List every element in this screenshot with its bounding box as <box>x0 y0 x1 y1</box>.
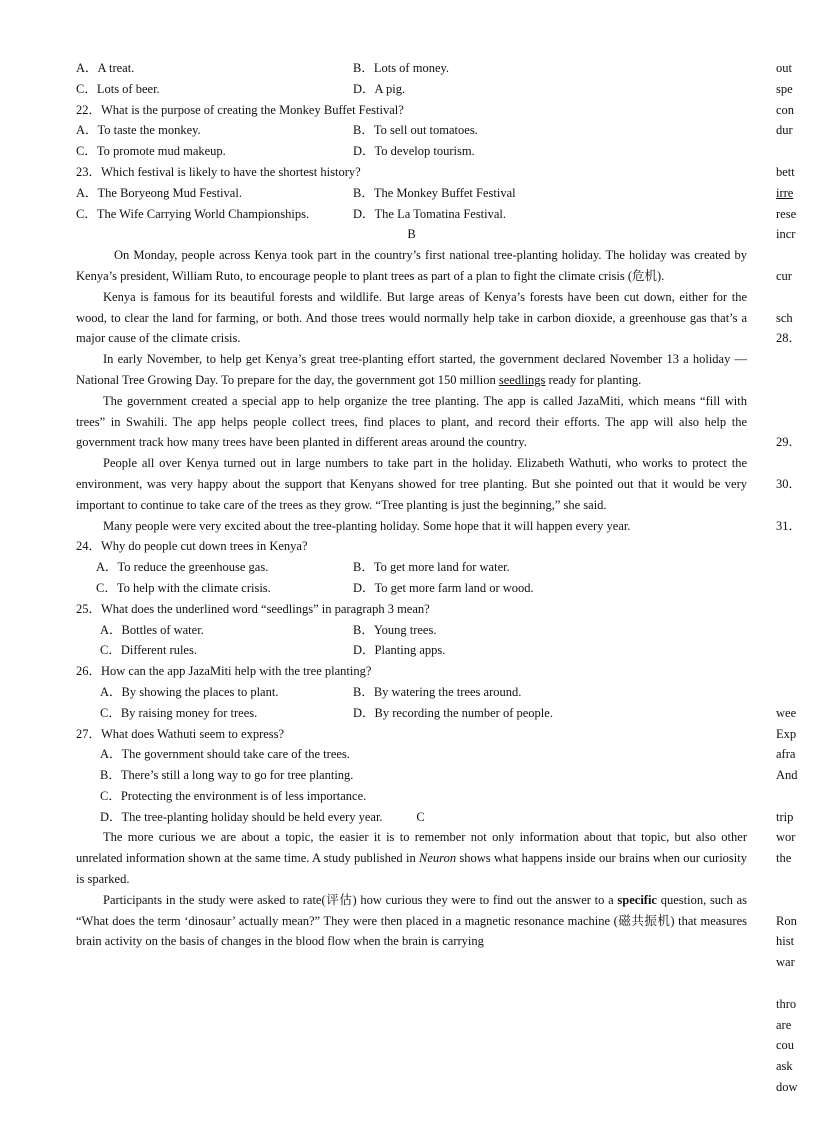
journal-name: Neuron <box>419 851 457 866</box>
q23-options-row2 <box>76 204 747 225</box>
q23-option-a[interactable]: A．The Boryeong Mud Festival. <box>76 185 242 200</box>
q26-option-b[interactable]: B．By watering the trees around. <box>353 684 522 699</box>
q22-option-c[interactable]: C．To promote mud makeup. <box>76 144 226 159</box>
right-column-fragment: cur <box>776 268 792 283</box>
q23-options-row1 <box>76 183 747 204</box>
right-column-fragment: hist <box>776 934 795 949</box>
q21-option-a[interactable]: A．A treat. <box>76 61 135 75</box>
page-main-column <box>76 58 747 952</box>
right-column-fragment: bett <box>776 164 795 179</box>
right-column-fragment <box>776 391 816 412</box>
p3-text-after: ready for planting. <box>545 372 642 387</box>
q25-option-d[interactable]: D．Planting apps. <box>353 643 446 658</box>
right-column-fragment: trip <box>776 809 794 824</box>
right-column-fragment: cou <box>776 1038 795 1053</box>
p3-text-before: In early November, to help get Kenya’s great tree-planting effort started, the government declared November 13 a holiday — National Tree Growing Day. To prepare for the day, the government got 150 million <box>76 352 747 387</box>
q22-options-row1 <box>76 120 747 141</box>
c-p2-a: Participants in the study were asked to rate(评估) how curious they were to find out the answer to a <box>103 892 618 907</box>
q26-options-row1 <box>76 682 747 703</box>
underlined-word-seedlings: seedlings <box>498 372 546 387</box>
question-24: 24．Why do people cut down trees in Kenya? <box>76 539 308 554</box>
section-c-heading: C <box>416 809 425 824</box>
section-b-paragraph-4: The government created a special app to help organize the tree planting. The app is called JazaMiti, which means “fill with trees” in Swahili. The app helps people collect trees, find places to plant, and record their efforts. The app will also help the government track how many trees have been planted in different areas around the country. <box>76 393 747 450</box>
right-column-fragment: the <box>776 851 792 866</box>
right-column-fragment: Exp <box>776 726 797 741</box>
right-column-fragment <box>776 869 816 890</box>
q26-option-d[interactable]: D．By recording the number of people. <box>353 705 553 720</box>
q24-option-d[interactable]: D．To get more farm land or wood. <box>353 580 534 595</box>
bold-word-specific: specific <box>617 892 657 907</box>
c-p2-b: question, such as “What does the term ‘dinosaur’ actually mean?” They were then placed in a magnetic resonance machine (磁共振机) that measures brain activity on the basis of changes in the blood flow when the brain is carrying <box>76 892 748 949</box>
right-column-fragment <box>776 141 816 162</box>
right-column-fragment: rese <box>776 206 797 221</box>
q23-option-d[interactable]: D．The La Tomatina Festival. <box>353 206 507 221</box>
section-b-paragraph-5: People all over Kenya turned out in large numbers to take part in the holiday. Elizabeth Wathuti, who works to protect the environment, was very happy about the support that Kenyans showed for tree planting. But she pointed out that it would be very important to continue to take care of the trees as they grow. “Tree planting is just the beginning,” she said. <box>76 456 747 512</box>
right-column-fragment <box>776 536 816 557</box>
section-c-paragraph-2 <box>76 890 747 952</box>
question-26: 26．How can the app JazaMiti help with the tree planting? <box>76 664 372 679</box>
right-column-fragment: 29． <box>776 435 802 450</box>
right-column-fragment: dur <box>776 123 793 138</box>
question-27: 27．What does Wathuti seem to express? <box>76 726 285 741</box>
q21-options-row1 <box>76 58 747 79</box>
question-25: 25．What does the underlined word “seedlings” in paragraph 3 mean? <box>76 601 430 616</box>
q22-option-d[interactable]: D．To develop tourism. <box>353 144 475 159</box>
right-column-fragment: wor <box>776 830 796 845</box>
right-column-fragment: sch <box>776 310 793 325</box>
question-22: 22．What is the purpose of creating the Monkey Buffet Festival? <box>76 102 404 117</box>
right-column-fragment: thro <box>776 996 797 1011</box>
q24-options-row1 <box>76 557 747 578</box>
right-column-fragment <box>776 412 816 433</box>
q27-option-d[interactable]: D．The tree-planting holiday should be held every year. <box>100 809 383 824</box>
right-column-fragment <box>776 349 816 370</box>
question-23: 23．Which festival is likely to have the shortest history? <box>76 164 361 179</box>
q24-option-a[interactable]: A．To reduce the greenhouse gas. <box>96 560 269 575</box>
right-column-fragment: wee <box>776 705 797 720</box>
right-column-fragment: 30． <box>776 476 802 491</box>
right-column-fragment <box>776 599 816 620</box>
q25-option-b[interactable]: B．Young trees. <box>353 622 437 637</box>
right-column-fragment: ask <box>776 1059 793 1074</box>
right-column-fragment <box>776 287 816 308</box>
section-b-paragraph-2: Kenya is famous for its beautiful forests and wildlife. But large areas of Kenya’s forests have been cut down, either for the wood, to clear the land for farming, or both. And those trees would normally help take in carbon dioxide, a greenhouse gas that’s a major cause of the climate crisis. <box>76 289 747 346</box>
right-column-fragment: And <box>776 768 798 783</box>
right-column-fragment <box>776 661 816 682</box>
section-b-paragraph-3 <box>76 349 747 391</box>
right-column-fragment: out <box>776 61 792 75</box>
right-column-fragment: afra <box>776 747 796 762</box>
right-column-fragment: are <box>776 1017 792 1032</box>
section-c-paragraph-1 <box>76 827 747 889</box>
q21-options-row2 <box>76 79 747 100</box>
right-column-fragment <box>776 495 816 516</box>
right-column-fragment: 31． <box>776 518 802 533</box>
right-column-fragment: dow <box>776 1080 798 1095</box>
section-b-paragraph-6: Many people were very excited about the tree-planting holiday. Some hope that it will happen every year. <box>103 518 631 533</box>
q21-option-b[interactable]: B．Lots of money. <box>353 61 450 75</box>
q25-option-a[interactable]: A．Bottles of water. <box>100 622 204 637</box>
right-column-fragment: con <box>776 102 795 117</box>
q24-options-row2 <box>76 578 747 599</box>
q26-options-row2 <box>76 703 747 724</box>
q27-option-c[interactable]: C．Protecting the environment is of less importance. <box>100 788 367 803</box>
right-column-fragment <box>776 890 816 911</box>
right-column-fragment <box>776 620 816 641</box>
q22-option-a[interactable]: A．To taste the monkey. <box>76 123 201 138</box>
q22-options-row2 <box>76 141 747 162</box>
q23-option-c[interactable]: C．The Wife Carrying World Championships. <box>76 206 310 221</box>
right-column-fragment: Ron <box>776 913 797 928</box>
q26-option-c[interactable]: C．By raising money for trees. <box>100 705 258 720</box>
section-b-paragraph-1: On Monday, people across Kenya took part in the country’s first national tree-planting holiday. The holiday was created by Kenya’s president, William Ruto, to encourage people to plant trees as part of a plan to fight the climate crisis (危机). <box>76 248 747 283</box>
q26-option-a[interactable]: A．By showing the places to plant. <box>100 684 279 699</box>
right-column-clipped <box>776 58 816 1098</box>
q21-option-c[interactable]: C．Lots of beer. <box>76 81 160 96</box>
c-p1-after: shows what happens inside our brains when our curiosity is sparked. <box>76 851 747 887</box>
q25-options-row2 <box>76 640 747 661</box>
right-column-fragment <box>776 370 816 391</box>
right-column-fragment <box>776 640 816 661</box>
right-column-fragment: 28． <box>776 331 802 346</box>
right-column-fragment <box>776 245 816 266</box>
right-column-fragment: war <box>776 955 795 970</box>
right-column-fragment <box>776 578 816 599</box>
right-column-fragment: irre <box>776 185 794 200</box>
c-p1-before: The more curious we are about a topic, the easier it is to remember not only information about that topic, but also other unrelated information shown at the same time. A study published in <box>76 830 747 866</box>
section-b-heading: B <box>407 227 416 242</box>
q24-option-b[interactable]: B．To get more land for water. <box>353 560 510 575</box>
right-column-fragment <box>776 453 816 474</box>
q23-option-b[interactable]: B．The Monkey Buffet Festival <box>353 185 516 200</box>
q25-option-c[interactable]: C．Different rules. <box>100 643 197 658</box>
q24-option-c[interactable]: C．To help with the climate crisis. <box>96 580 271 595</box>
q21-option-d[interactable]: D．A pig. <box>353 81 406 96</box>
q25-options-row1 <box>76 620 747 641</box>
q22-option-b[interactable]: B．To sell out tomatoes. <box>353 123 478 138</box>
right-column-fragment: incr <box>776 227 796 242</box>
right-column-fragment <box>776 557 816 578</box>
q27-option-b[interactable]: B．There’s still a long way to go for tree planting. <box>100 768 354 783</box>
right-column-fragment: spe <box>776 81 793 96</box>
right-column-fragment <box>776 682 816 703</box>
q27-option-a[interactable]: A．The government should take care of the trees. <box>100 747 350 762</box>
right-column-fragment <box>776 973 816 994</box>
right-column-fragment <box>776 786 816 807</box>
